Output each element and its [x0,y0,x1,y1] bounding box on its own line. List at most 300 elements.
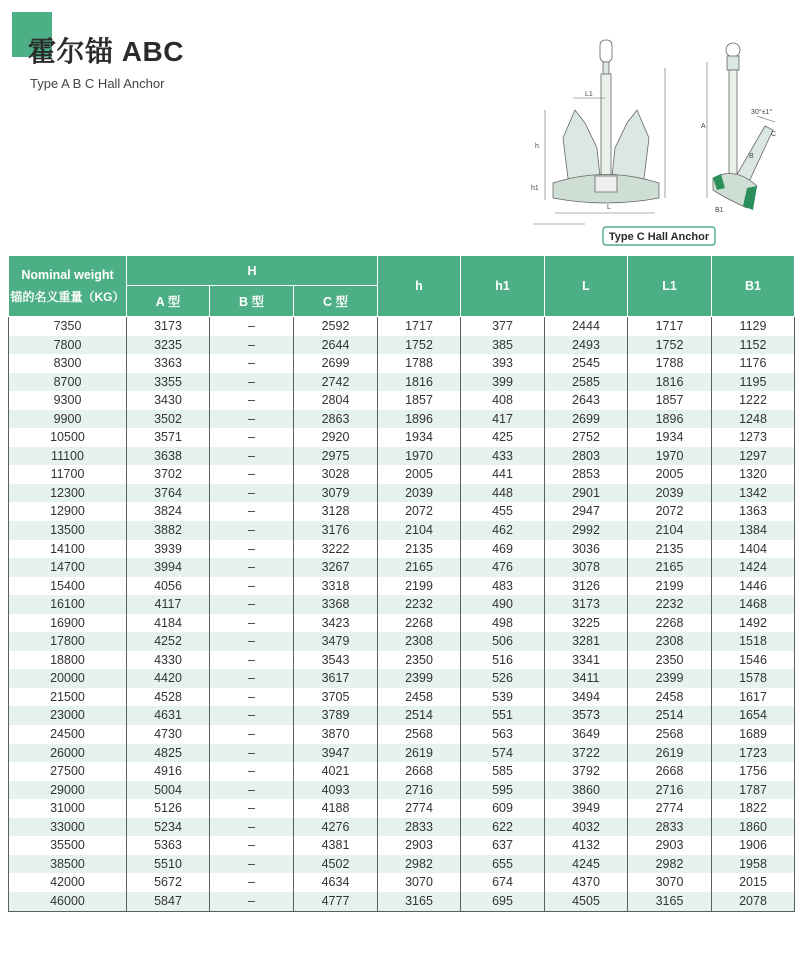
cell-L: 2992 [545,521,628,540]
table-row [9,521,795,540]
cell-type-b: – [210,799,294,818]
diagram-label-L1: L1 [585,91,593,98]
cell-L1: 2668 [628,762,712,781]
cell-L: 3494 [545,688,628,707]
cell-h: 1717 [378,317,461,336]
cell-type-b: – [210,688,294,707]
cell-type-b: – [210,428,294,447]
table-row [9,744,795,763]
col-header-h1: h1 [461,256,545,317]
cell-L: 2545 [545,354,628,373]
cell-h1: 377 [461,317,545,336]
cell-type-b: – [210,521,294,540]
table-row [9,465,795,484]
cell-type-c: 2920 [294,428,378,447]
col-header-weight-en: Nominal weight [21,267,114,282]
col-header-L1: L1 [628,256,712,317]
diagram-label-B1: B1 [715,207,724,214]
table-row [9,540,795,559]
cell-h1: 393 [461,354,545,373]
table-row [9,558,795,577]
cell-type-c: 2804 [294,391,378,410]
cell-type-a: 4117 [127,595,210,614]
anchor-diagram [525,38,795,250]
cell-h: 2568 [378,725,461,744]
diagram-label-angle: 30°±1° [751,109,773,116]
cell-type-c: 3368 [294,595,378,614]
cell-type-a: 4252 [127,632,210,651]
cell-weight: 12900 [9,502,127,521]
cell-type-c: 4381 [294,836,378,855]
cell-B1: 1320 [712,465,795,484]
page-title: 霍尔锚 ABC [28,36,184,67]
cell-type-b: – [210,781,294,800]
table-row [9,669,795,688]
cell-L: 3126 [545,577,628,596]
cell-weight: 21500 [9,688,127,707]
cell-B1: 2015 [712,873,795,892]
cell-h1: 563 [461,725,545,744]
cell-type-b: – [210,465,294,484]
cell-B1: 1446 [712,577,795,596]
cell-L1: 2135 [628,540,712,559]
col-header-H: H [127,256,378,286]
cell-L1: 3070 [628,873,712,892]
cell-h: 2619 [378,744,461,763]
cell-L: 3649 [545,725,628,744]
table-row [9,410,795,429]
cell-weight: 26000 [9,744,127,763]
cell-weight: 9900 [9,410,127,429]
cell-type-a: 5672 [127,873,210,892]
cell-L1: 2072 [628,502,712,521]
cell-type-a: 4916 [127,762,210,781]
cell-B1: 1787 [712,781,795,800]
cell-type-a: 4420 [127,669,210,688]
cell-type-c: 2592 [294,317,378,336]
cell-weight: 33000 [9,818,127,837]
cell-B1: 2078 [712,892,795,911]
cell-h: 1934 [378,428,461,447]
table-row [9,818,795,837]
cell-h1: 655 [461,855,545,874]
cell-type-b: – [210,410,294,429]
cell-weight: 8300 [9,354,127,373]
diagram-label-C: C [771,131,777,138]
cell-L1: 2104 [628,521,712,540]
cell-type-b: – [210,540,294,559]
cell-L: 3573 [545,706,628,725]
cell-L1: 2619 [628,744,712,763]
diagram-label-A: A [701,123,706,130]
cell-B1: 1578 [712,669,795,688]
cell-type-a: 3235 [127,336,210,355]
table-row [9,873,795,892]
table-row [9,354,795,373]
table-row [9,447,795,466]
cell-L1: 2833 [628,818,712,837]
cell-type-b: – [210,818,294,837]
cell-h: 1816 [378,373,461,392]
cell-B1: 1822 [712,799,795,818]
cell-L1: 1970 [628,447,712,466]
cell-type-a: 3994 [127,558,210,577]
diagram-label-L: L [607,204,611,211]
cell-h: 2833 [378,818,461,837]
cell-L: 3860 [545,781,628,800]
col-header-type-a: A 型 [127,286,210,317]
cell-weight: 8700 [9,373,127,392]
cell-L1: 2458 [628,688,712,707]
cell-L: 4032 [545,818,628,837]
cell-L1: 1896 [628,410,712,429]
cell-h1: 385 [461,336,545,355]
cell-weight: 13500 [9,521,127,540]
cell-weight: 38500 [9,855,127,874]
cell-h1: 399 [461,373,545,392]
cell-type-b: – [210,614,294,633]
cell-type-c: 2699 [294,354,378,373]
cell-type-c: 3479 [294,632,378,651]
cell-L1: 1934 [628,428,712,447]
table-row [9,317,795,336]
cell-h1: 476 [461,558,545,577]
cell-type-a: 4631 [127,706,210,725]
table-row [9,336,795,355]
cell-type-b: – [210,447,294,466]
cell-h: 2268 [378,614,461,633]
cell-h: 1788 [378,354,461,373]
cell-h1: 469 [461,540,545,559]
cell-L: 3341 [545,651,628,670]
cell-type-c: 3947 [294,744,378,763]
cell-weight: 29000 [9,781,127,800]
cell-weight: 11100 [9,447,127,466]
table-row [9,762,795,781]
cell-h: 1970 [378,447,461,466]
cell-type-c: 2742 [294,373,378,392]
cell-B1: 1342 [712,484,795,503]
diagram-label-h1: h1 [531,185,539,192]
cell-L: 2947 [545,502,628,521]
cell-h1: 637 [461,836,545,855]
cell-type-a: 3824 [127,502,210,521]
cell-L1: 2005 [628,465,712,484]
cell-B1: 1384 [712,521,795,540]
cell-L1: 1717 [628,317,712,336]
cell-B1: 1222 [712,391,795,410]
cell-B1: 1546 [712,651,795,670]
cell-weight: 24500 [9,725,127,744]
cell-weight: 31000 [9,799,127,818]
cell-h1: 441 [461,465,545,484]
cell-type-c: 3176 [294,521,378,540]
cell-type-b: – [210,892,294,911]
cell-L: 4505 [545,892,628,911]
cell-type-c: 3318 [294,577,378,596]
spec-table [8,255,795,912]
cell-h: 2982 [378,855,461,874]
cell-h: 2165 [378,558,461,577]
cell-L1: 2039 [628,484,712,503]
cell-L: 3722 [545,744,628,763]
cell-type-b: – [210,336,294,355]
cell-h1: 425 [461,428,545,447]
cell-B1: 1248 [712,410,795,429]
cell-L: 3949 [545,799,628,818]
cell-B1: 1468 [712,595,795,614]
cell-B1: 1424 [712,558,795,577]
cell-L: 3173 [545,595,628,614]
col-header-L: L [545,256,628,317]
cell-h: 2308 [378,632,461,651]
cell-type-b: – [210,317,294,336]
cell-type-b: – [210,873,294,892]
cell-type-c: 3267 [294,558,378,577]
cell-type-a: 3764 [127,484,210,503]
cell-type-a: 5847 [127,892,210,911]
cell-h: 2350 [378,651,461,670]
cell-weight: 18800 [9,651,127,670]
cell-type-a: 3355 [127,373,210,392]
cell-h1: 695 [461,892,545,911]
cell-h: 2399 [378,669,461,688]
table-row [9,595,795,614]
cell-type-c: 3079 [294,484,378,503]
cell-type-a: 3882 [127,521,210,540]
cell-B1: 1297 [712,447,795,466]
cell-h1: 551 [461,706,545,725]
cell-type-a: 3502 [127,410,210,429]
cell-type-b: – [210,354,294,373]
cell-h: 1896 [378,410,461,429]
cell-h1: 433 [461,447,545,466]
cell-h1: 462 [461,521,545,540]
cell-B1: 1129 [712,317,795,336]
cell-L: 4132 [545,836,628,855]
cell-h1: 526 [461,669,545,688]
cell-B1: 1152 [712,336,795,355]
cell-weight: 17800 [9,632,127,651]
table-row [9,855,795,874]
cell-type-a: 5004 [127,781,210,800]
cell-B1: 1195 [712,373,795,392]
table-row [9,799,795,818]
cell-type-b: – [210,558,294,577]
cell-L: 2585 [545,373,628,392]
spec-table-body [9,317,795,912]
cell-B1: 1273 [712,428,795,447]
table-row [9,428,795,447]
table-row [9,373,795,392]
cell-type-b: – [210,595,294,614]
cell-L: 2493 [545,336,628,355]
cell-B1: 1906 [712,836,795,855]
cell-weight: 16100 [9,595,127,614]
cell-type-c: 4276 [294,818,378,837]
cell-L1: 2308 [628,632,712,651]
cell-L1: 2903 [628,836,712,855]
cell-L: 2901 [545,484,628,503]
table-row [9,391,795,410]
cell-type-c: 4021 [294,762,378,781]
cell-L1: 3165 [628,892,712,911]
cell-h1: 455 [461,502,545,521]
cell-h: 2458 [378,688,461,707]
cell-type-b: – [210,651,294,670]
cell-weight: 10500 [9,428,127,447]
cell-weight: 14100 [9,540,127,559]
cell-h1: 622 [461,818,545,837]
cell-B1: 1860 [712,818,795,837]
cell-L1: 2232 [628,595,712,614]
cell-L: 2699 [545,410,628,429]
cell-type-c: 2644 [294,336,378,355]
cell-h: 1857 [378,391,461,410]
cell-type-b: – [210,706,294,725]
cell-type-a: 3638 [127,447,210,466]
cell-type-c: 3870 [294,725,378,744]
cell-h: 2514 [378,706,461,725]
cell-B1: 1723 [712,744,795,763]
diagram-label-h: h [535,143,539,150]
cell-h1: 417 [461,410,545,429]
cell-type-a: 5126 [127,799,210,818]
cell-B1: 1654 [712,706,795,725]
cell-h: 2104 [378,521,461,540]
cell-type-c: 3028 [294,465,378,484]
cell-type-a: 3363 [127,354,210,373]
cell-L: 3078 [545,558,628,577]
cell-type-c: 4502 [294,855,378,874]
cell-L: 3036 [545,540,628,559]
cell-type-a: 4330 [127,651,210,670]
cell-weight: 12300 [9,484,127,503]
cell-h: 3165 [378,892,461,911]
cell-h: 2716 [378,781,461,800]
cell-weight: 23000 [9,706,127,725]
cell-L1: 2399 [628,669,712,688]
cell-L1: 2350 [628,651,712,670]
cell-L: 2752 [545,428,628,447]
cell-h: 1752 [378,336,461,355]
cell-L1: 2199 [628,577,712,596]
cell-L1: 2982 [628,855,712,874]
cell-type-a: 3571 [127,428,210,447]
cell-h1: 585 [461,762,545,781]
cell-B1: 1363 [712,502,795,521]
cell-type-b: – [210,669,294,688]
cell-h1: 595 [461,781,545,800]
diagram-caption: Type C Hall Anchor [608,231,710,243]
cell-type-b: – [210,391,294,410]
cell-h1: 498 [461,614,545,633]
table-row [9,484,795,503]
spec-table-wrap [8,255,794,912]
cell-h: 2072 [378,502,461,521]
cell-type-c: 3423 [294,614,378,633]
cell-weight: 46000 [9,892,127,911]
cell-L: 3225 [545,614,628,633]
table-row [9,836,795,855]
cell-h1: 506 [461,632,545,651]
cell-h1: 490 [461,595,545,614]
cell-type-b: – [210,855,294,874]
cell-weight: 42000 [9,873,127,892]
cell-h: 2039 [378,484,461,503]
cell-type-b: – [210,484,294,503]
cell-weight: 16900 [9,614,127,633]
cell-type-c: 4093 [294,781,378,800]
cell-L1: 2268 [628,614,712,633]
cell-type-c: 3222 [294,540,378,559]
cell-B1: 1617 [712,688,795,707]
cell-type-a: 4056 [127,577,210,596]
cell-B1: 1404 [712,540,795,559]
cell-L1: 1857 [628,391,712,410]
cell-h1: 539 [461,688,545,707]
table-row [9,892,795,911]
cell-L: 2853 [545,465,628,484]
cell-h: 3070 [378,873,461,892]
cell-type-c: 3543 [294,651,378,670]
page-subtitle: Type A B C Hall Anchor [30,76,165,91]
cell-B1: 1958 [712,855,795,874]
cell-type-a: 4184 [127,614,210,633]
table-row [9,651,795,670]
cell-type-b: – [210,725,294,744]
cell-type-a: 3939 [127,540,210,559]
anchor-side-view [713,43,773,210]
cell-type-c: 3128 [294,502,378,521]
cell-h1: 408 [461,391,545,410]
cell-type-a: 5363 [127,836,210,855]
col-header-h: h [378,256,461,317]
cell-h: 2199 [378,577,461,596]
cell-L: 2444 [545,317,628,336]
col-header-type-b: B 型 [210,286,294,317]
table-row [9,577,795,596]
cell-weight: 9300 [9,391,127,410]
cell-type-c: 3705 [294,688,378,707]
cell-L: 2803 [545,447,628,466]
cell-B1: 1176 [712,354,795,373]
cell-B1: 1518 [712,632,795,651]
cell-h: 2005 [378,465,461,484]
cell-h1: 674 [461,873,545,892]
cell-type-a: 3702 [127,465,210,484]
cell-type-a: 3173 [127,317,210,336]
cell-L: 4245 [545,855,628,874]
cell-B1: 1689 [712,725,795,744]
cell-type-b: – [210,744,294,763]
table-row [9,614,795,633]
col-header-weight-cn: 锚的名义重量（KG） [10,289,125,304]
cell-h1: 448 [461,484,545,503]
cell-type-b: – [210,836,294,855]
cell-weight: 35500 [9,836,127,855]
col-header-weight [9,256,127,317]
cell-type-a: 3430 [127,391,210,410]
cell-type-a: 5510 [127,855,210,874]
cell-type-b: – [210,762,294,781]
cell-L: 3411 [545,669,628,688]
cell-type-a: 4730 [127,725,210,744]
cell-weight: 14700 [9,558,127,577]
anchor-front-view [553,40,659,203]
table-row [9,781,795,800]
cell-weight: 7350 [9,317,127,336]
